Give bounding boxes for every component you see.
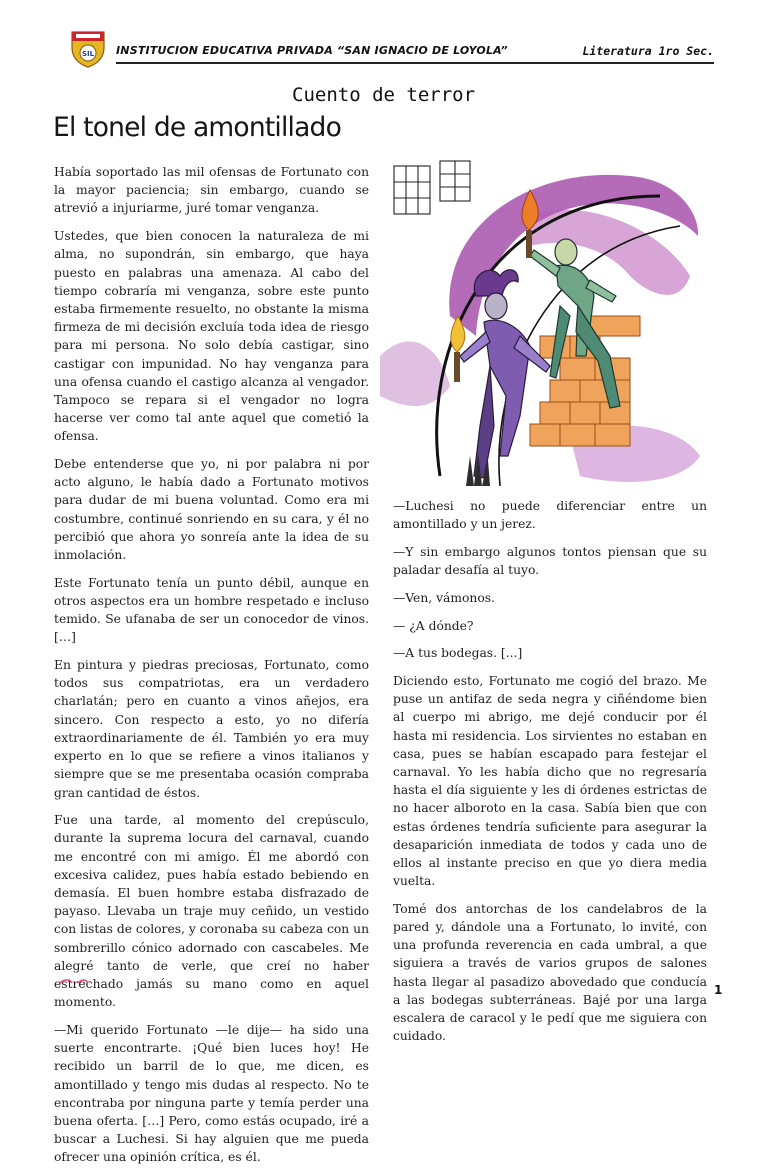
cropped-page-mark <box>58 978 108 984</box>
genre-label: Cuento de terror <box>292 84 476 106</box>
story-title: El tonel de amontillado <box>53 112 341 143</box>
paragraph: —A tus bodegas. [...] <box>393 646 523 661</box>
story-illustration <box>380 156 708 491</box>
paragraph: Diciendo esto, Fortunato me cogió del brazo. Me puse un antifaz de seda negra y ciñéndome bien al cuerpo mi abrigo, me dejé conducir por él hasta mi residencia. Los sirvientes no estaban en casa, pues se habían escapado para festejar el carnaval. Yo les había dicho que no regresaría hasta el día siguiente y les di órdenes estrictas de no hacer alboroto en la casa. Sabía bien que con estas órdenes tendría suficiente para asegurar la desaparición inmediata de todos y cada uno de ellos al instante preciso en que yo diera media vuelta. <box>393 673 707 889</box>
paragraph: Ustedes, que bien conocen la naturaleza de mi alma, no supondrán, sin embargo, que haya puesto en palabras una amenaza. Al cabo del tiempo cobraría mi venganza, sobre este punto estaba firmemente resuelto, no obstante la misma firmeza de mi decisión excluía toda idea de riesgo para mi persona. No solo debía castigar, sino castigar con impunidad. No hay venganza para una ofensa cuando el castigo alcanza al vengador. Tampoco se repara si el vengador no logra hacerse ver como tal ante aquel que cometió la ofensa. <box>54 229 369 444</box>
left-column <box>54 163 369 1176</box>
paragraph: En pintura y piedras preciosas, Fortunato, como todos sus compatriotas, era un verdadero charlatán; pero en cuanto a vinos añejos, era sincero. Con respecto a esto, yo no difería extraordinariamente de él. También yo era muy experto en lo que se refiere a vinos italianos y siempre que se me presentaba ocasión compraba gran cantidad de éstos. <box>54 658 369 800</box>
right-column <box>393 497 707 1055</box>
header-rule <box>116 62 714 64</box>
paragraph: Había soportado las mil ofensas de Fortunato con la mayor paciencia; sin embargo, cuando se atrevió a injuriarme, juré tomar venganza. <box>54 165 369 216</box>
paragraph: —Luchesi no puede diferenciar entre un amontillado y un jerez. <box>393 499 707 532</box>
paragraph: —Y sin embargo algunos tontos piensan que su paladar desafía al tuyo. <box>393 544 707 578</box>
paragraph: Debe entenderse que yo, ni por palabra ni por acto alguno, le había dado a Fortunato motivos para dudar de mi buena voluntad. Como era mi costumbre, continué sonriendo en su cara, y él no percibió que ahora yo sonreía ante la idea de su inmolación. <box>54 457 369 563</box>
paragraph: Fue una tarde, al momento del crepúsculo, durante la suprema locura del carnaval, cuando me encontré con mi amigo. Él me abordó con excesiva calidez, pues había estado bebiendo en demasía. El buen hombre estaba disfrazado de payaso. Llevaba un traje muy ceñido, un vestido con listas de colores, y coronaba su cabeza con un sombrerillo cónico adornado con cascabeles. Me alegré tanto de verle, que creí no haber estrechado jamás su mano como en aquel momento. <box>54 813 369 1010</box>
page-number: 1 <box>714 983 723 997</box>
svg-text:SIL: SIL <box>81 50 95 58</box>
page-header <box>64 24 714 68</box>
paragraph: Este Fortunato tenía un punto débil, aunque en otros aspectos era un hombre respetado e incluso temido. Se ufanaba de ser un conocedor de vinos. […] <box>54 575 369 645</box>
paragraph: —Ven, vámonos. <box>393 590 495 605</box>
paragraph: —Mi querido Fortunato —le dije— ha sido una suerte encontrarte. ¡Qué bien luces hoy! He recibido un barril de lo que, me dicen, es amontillado y tengo mis dudas al respecto. No te encontraba por ninguna parte y temía perder una buena oferta. […] Pero, como estás ocupado, iré a buscar a Luchesi. Si hay alguien que me pueda ofrecer una opinión crítica, es él. <box>54 1022 369 1165</box>
school-crest-logo <box>68 28 108 68</box>
course-label: Literatura 1ro Sec. <box>582 44 714 58</box>
paragraph: Tomé dos antorchas de los candelabros de la pared y, dándole una a Fortunato, lo invité, con una profunda reverencia en cada umbral, a que siguiera a través de varios grupos de salones hasta llegar al pasadizo abovedado que conducía a las bodegas subterráneas. Bajé por una larga escalera de caracol y le pedí que me siguiera con cuidado. <box>393 901 707 1044</box>
paragraph: — ¿A dónde? <box>393 618 474 633</box>
school-name: INSTITUCION EDUCATIVA PRIVADA “SAN IGNACIO DE LOYOLA” <box>116 44 508 57</box>
